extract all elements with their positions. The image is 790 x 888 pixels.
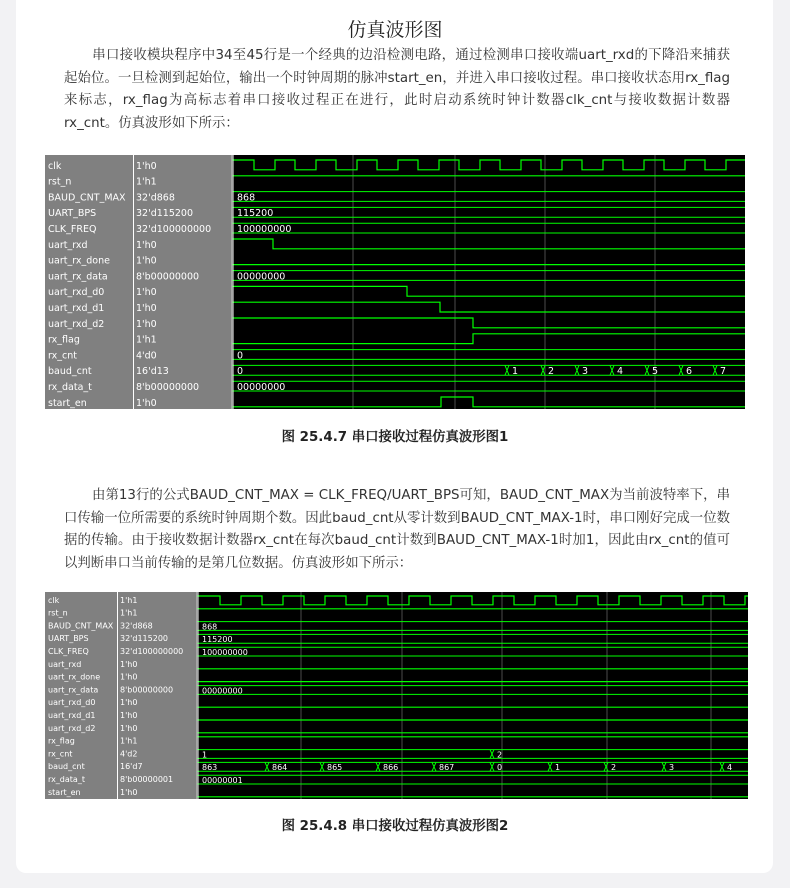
signal-value-uart-rx-data: 8'b00000000 [136,271,200,283]
bus-value-baud-cnt: 0 [237,366,244,378]
signal-value-rst-n: 1'h1 [136,176,157,188]
bus-value-baud-cnt: 1 [512,366,519,378]
bus-value-baud-cnt: 6 [686,366,693,378]
figure-caption-1: 图 25.4.7 串口接收过程仿真波形图1 [281,430,509,445]
bus-value-baud-cnt: 2 [611,763,617,773]
signal-value-uart-bps: 32'd115200 [136,208,193,220]
paragraph-text: 由第13行的公式BAUD_CNT_MAX = CLK_FREQ/UART_BPS可知，BAUD_CNT_MAX为当前波特率下，串口传输一位所需要的系统时钟周期个数。因此baud_cnt从零计数到BAUD_CNT_MAX-1时，串口刚好完成一位数据的传输。由于接收数据计数器rx_cnt在每次baud_cnt计数到BAUD_CNT_MAX-1时加1，因此由rx_cnt的值可以判断串口当前传输的是第几位数据。仿真波形如下所示： [64,488,730,571]
signal-name-uart-bps: UART_BPS [48,208,97,220]
bus-value-baud-cnt: 0 [497,763,503,773]
signal-value-baud-cnt-max: 32'd868 [120,621,153,631]
signal-value-baud-cnt: 16'd7 [120,762,143,772]
signal-value-start-en: 1'h0 [136,397,157,409]
signal-name-uart-rxd-d1: uart_rxd_d1 [48,711,96,720]
signal-value-uart-rxd-d0: 1'h0 [136,287,157,299]
signal-value-uart-rx-done: 1'h0 [136,255,157,267]
signal-value-rx-data-t: 8'b00000000 [136,382,200,393]
signal-value-uart-rx-data: 8'b00000000 [120,685,174,695]
signal-value-rx-flag: 1'h1 [120,736,138,746]
signal-name-uart-bps: UART_BPS [48,634,89,644]
signal-value-clk-freq: 32'd100000000 [120,647,184,656]
bus-value-baud-cnt: 865 [327,763,343,773]
signal-value-rx-data-t: 8'b00000001 [120,775,174,784]
signal-name-uart-rxd: uart_rxd [48,659,82,669]
signal-name-rx-data-t: rx_data_t [48,775,85,784]
figure-caption-2: 图 25.4.8 串口接收过程仿真波形图2 [281,819,509,834]
signal-value-baud-cnt: 16'd13 [136,366,169,378]
bus-value-rx-data-t: 00000000 [237,382,286,393]
signal-name-uart-rxd-d2: uart_rxd_d2 [48,318,105,330]
signal-name-uart-rxd: uart_rxd [48,239,88,251]
signal-name-baud-cnt: baud_cnt [48,762,85,772]
signal-value-clk: 1'h0 [136,160,157,172]
signal-name-uart-rxd-d1: uart_rxd_d1 [48,303,105,314]
signal-name-uart-rx-done: uart_rx_done [48,672,101,682]
signal-name-start-en: start_en [48,397,87,409]
signal-name-uart-rxd-d0: uart_rxd_d0 [48,287,105,299]
bus-value-rx-cnt: 1 [202,750,208,760]
signal-value-uart-rxd-d1: 1'h0 [120,711,138,720]
signal-name-clk-freq: CLK_FREQ [48,647,89,656]
section-title: 仿真波形图 [347,19,443,41]
signal-name-rx-data-t: rx_data_t [48,382,92,393]
bus-value-baud-cnt: 863 [202,763,218,773]
signal-name-rx-flag: rx_flag [48,736,75,746]
signal-name-clk: clk [48,160,62,172]
paragraph-text: 串口接收模块程序中34至45行是一个经典的边沿检测电路，通过检测串口接收端uart_rxd的下降沿来捕获起始位。一旦检测到起始位，输出一个时钟周期的脉冲start_en，并进入串口接收过程。串口接收状态用rx_flag来标志，rx_flag为高标志着串口接收过程正在进行，此时启动系统时钟计数器clk_cnt与接收数据计数器rx_cnt。仿真波形如下所示： [64,48,730,131]
signal-value-baud-cnt-max: 32'd868 [136,192,175,204]
signal-value-uart-rxd-d1: 1'h0 [136,303,157,314]
bus-value-baud-cnt: 4 [617,366,624,378]
signal-name-uart-rxd-d2: uart_rxd_d2 [48,723,96,733]
signal-name-uart-rx-done: uart_rx_done [48,255,110,267]
signal-value-clk-freq: 32'd100000000 [136,224,212,235]
bus-value-rx-cnt: 0 [237,350,244,362]
waveform-figure-1 [45,155,745,409]
bus-value-baud-cnt: 867 [439,763,455,773]
signal-value-start-en: 1'h0 [120,787,138,797]
signal-name-clk-freq: CLK_FREQ [48,224,97,235]
signal-name-uart-rx-data: uart_rx_data [48,271,108,283]
signal-value-uart-rxd-d2: 1'h0 [120,723,138,733]
waveform-1-svg [45,155,745,409]
signal-value-rx-cnt: 4'd2 [120,749,138,759]
bus-value-uart-bps: 115200 [202,635,233,645]
paragraph-edge-detection [64,45,730,135]
signal-name-start-en: start_en [48,787,81,797]
waveform-2-svg [45,592,748,799]
signal-name-baud-cnt: baud_cnt [48,366,92,378]
bus-value-baud-cnt: 5 [652,366,659,378]
bus-value-clk-freq: 100000000 [202,648,248,657]
paragraph-baud-count [64,485,730,575]
signal-name-uart-rxd-d0: uart_rxd_d0 [48,698,96,708]
signal-name-clk: clk [48,595,60,605]
bus-value-baud-cnt-max: 868 [237,192,256,204]
waveform-area [232,155,745,409]
bus-value-uart-rx-data: 00000000 [237,271,286,283]
bus-value-baud-cnt: 3 [669,763,675,773]
signal-value-uart-rxd-d2: 1'h0 [136,318,157,330]
signal-value-rx-cnt: 4'd0 [136,350,157,362]
waveform-figure-2 [45,592,748,799]
signal-name-rx-cnt: rx_cnt [48,749,73,759]
bus-value-baud-cnt: 4 [727,763,733,773]
bus-value-baud-cnt: 3 [582,366,589,378]
bus-value-baud-cnt: 7 [720,366,727,378]
bus-value-baud-cnt: 864 [272,763,288,773]
signal-value-rst-n: 1'h1 [120,608,138,618]
signal-name-rx-flag: rx_flag [48,334,80,346]
signal-value-uart-rxd-d0: 1'h0 [120,698,138,708]
signal-value-uart-rxd: 1'h0 [136,239,157,251]
signal-name-rst-n: rst_n [48,608,68,618]
bus-value-clk-freq: 100000000 [237,224,292,235]
signal-value-rx-flag: 1'h1 [136,334,157,346]
signal-name-rx-cnt: rx_cnt [48,350,77,362]
bus-value-rx-cnt: 2 [497,750,503,760]
signal-name-baud-cnt-max: BAUD_CNT_MAX [48,192,126,204]
bus-value-baud-cnt: 2 [548,366,555,378]
signal-value-clk: 1'h1 [120,595,138,605]
bus-value-baud-cnt: 1 [555,763,561,773]
bus-value-uart-rx-data: 00000000 [202,686,243,696]
bus-value-baud-cnt: 866 [383,763,399,773]
bus-value-uart-bps: 115200 [237,208,274,220]
signal-name-uart-rx-data: uart_rx_data [48,685,99,695]
signal-name-rst-n: rst_n [48,176,72,188]
signal-value-uart-rxd: 1'h0 [120,659,138,669]
signal-name-baud-cnt-max: BAUD_CNT_MAX [48,621,114,631]
bus-value-baud-cnt-max: 868 [202,622,218,632]
signal-value-uart-bps: 32'd115200 [120,634,168,644]
signal-value-uart-rx-done: 1'h0 [120,672,138,682]
bus-value-rx-data-t: 00000001 [202,776,243,785]
